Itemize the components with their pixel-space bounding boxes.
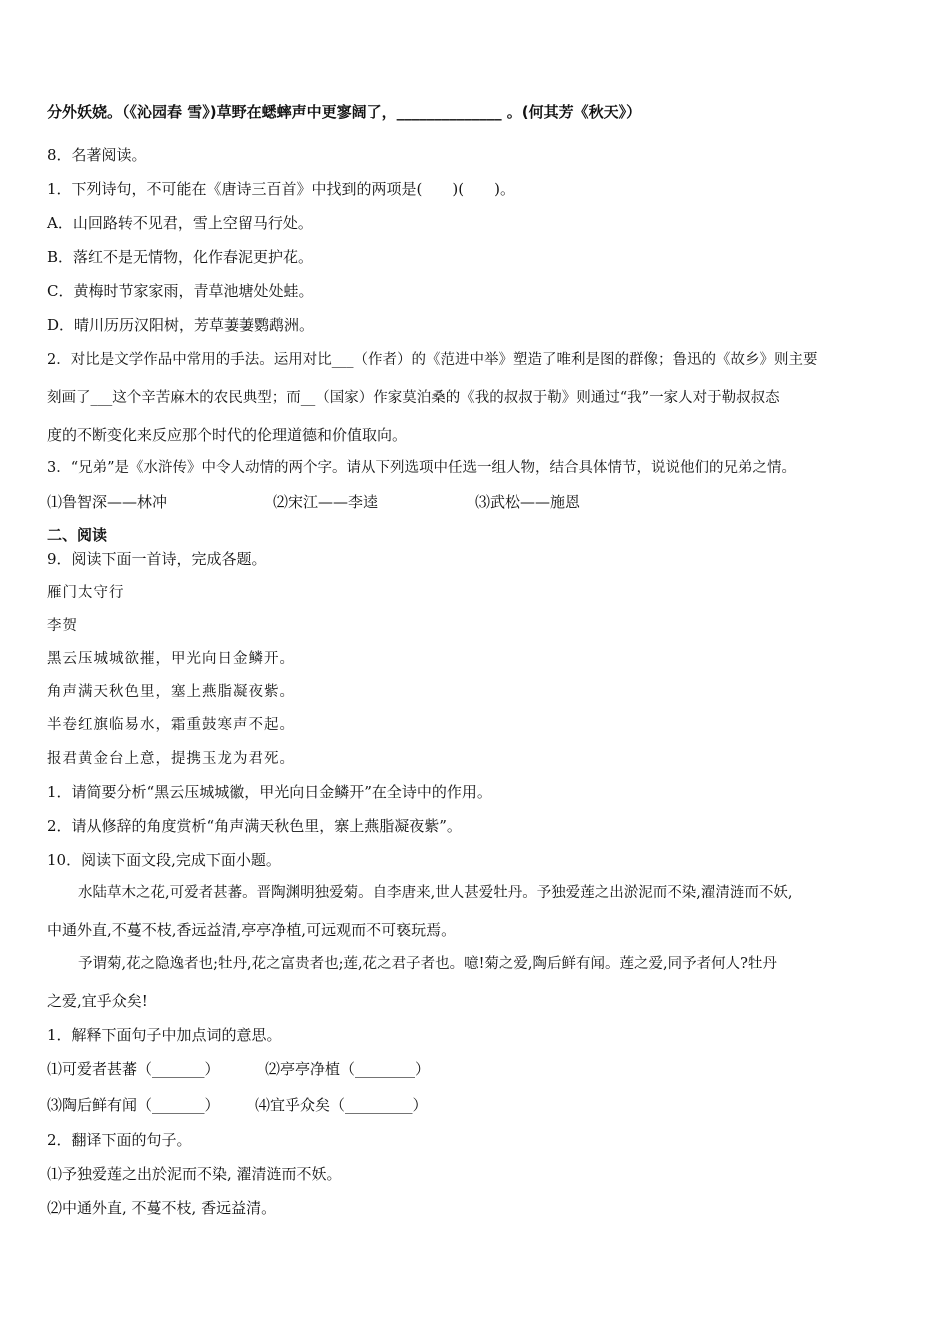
poem-line: 报君黄金台上意，提携玉龙为君死。 [47,751,295,767]
question-8-title: 8．名著阅读。 [47,146,147,164]
option-a: A．山回路转不见君，雪上空留马行处。 [47,214,313,232]
question-10-1: 1．解释下面句子中加点词的意思。 [47,1026,282,1044]
poem-line: 角声满天秋色里，塞上燕脂凝夜紫。 [47,684,295,700]
passage-para1-line1: 水陆草木之花,可爱者甚蕃。晋陶渊明独爱菊。自李唐来,世人甚爱牡丹。予独爱莲之出淤泥而不染,濯清涟而不妖, [78,885,793,901]
word-item-3: ⑶陶后鲜有闻（_______） [47,1096,220,1114]
question-8-1: 1．下列诗句，不可能在《唐诗三百首》中找到的两项是( )( )。 [47,180,515,198]
word-row-1 [47,1059,507,1079]
poem-title: 雁门太守行 [47,585,125,601]
question-8-2-line3: 度的不断变化来反应那个时代的伦理道德和价值取向。 [47,426,408,444]
pair-3: ⑶武松——施恩 [475,493,581,511]
translate-sentence-2: ⑵中通外直, 不蔓不枝, 香远益清。 [47,1199,277,1217]
question-8-3: 3．“兄弟”是《水浒传》中令人动情的两个字。请从下列选项中任选一组人物，结合具体情节，说说他们的兄弟之情。 [47,460,797,476]
question-9-title: 9．阅读下面一首诗，完成各题。 [47,550,267,568]
question-9-2: 2．请从修辞的角度赏析“角声满天秋色里，寨上燕脂凝夜紫”。 [47,817,462,835]
question-10-title: 10．阅读下面文段,完成下面小题。 [47,851,281,869]
option-d: D．晴川历历汉阳树，芳草萋萋鹦鹉洲。 [47,316,315,334]
pair-2: ⑵宋江——李逵 [273,493,379,511]
option-c: C．黄梅时节家家雨，青草池塘处处蛙。 [47,282,314,300]
passage-para2-line1: 予谓菊,花之隐逸者也;牡丹,花之富贵者也;莲,花之君子者也。噫!菊之爱,陶后鲜有闻。莲之爱,同予者何人?牡丹 [78,956,777,972]
poem-line: 黑云压城城欲摧，甲光向日金鳞开。 [47,651,295,667]
word-item-2: ⑵亭亭净植（________） [265,1060,431,1078]
poem-line: 半卷红旗临易水，霜重鼓寒声不起。 [47,717,295,733]
word-item-1: ⑴可爱者甚蕃（_______） [47,1060,220,1078]
section-heading: 二、阅读 [47,526,108,544]
character-pairs [47,492,667,512]
option-b: B．落红不是无情物，化作春泥更护花。 [47,248,314,266]
pair-1: ⑴鲁智深——林冲 [47,493,168,511]
passage-para1-line2: 中通外直,不蔓不枝,香远益清,亭亭净植,可远观而不可亵玩焉。 [47,921,457,939]
translate-sentence-1: ⑴予独爱莲之出於泥而不染, 濯清涟而不妖。 [47,1165,342,1183]
word-row-2 [47,1095,507,1115]
question-9-1: 1．请简要分析“黑云压城城徽，甲光向日金鳞开”在全诗中的作用。 [47,783,492,801]
question-8-2-line2: 刻画了___这个辛苦麻木的农民典型；而__（国家）作家莫泊桑的《我的叔叔于勒》则通过“我”一家人对于勒叔叔态 [47,390,780,406]
fill-blank-line: 分外妖娆。（《沁园春 雪》)草野在蟋蟀声中更寥阔了，______________ 。(何其芳《秋天》） [47,103,642,121]
question-10-2: 2．翻译下面的句子。 [47,1131,192,1149]
poem-author: 李贺 [47,618,78,634]
word-item-4: ⑷宜乎众矣（_________） [255,1096,428,1114]
passage-para2-line2: 之爱,宜乎众矣! [47,992,148,1010]
question-8-2-line1: 2．对比是文学作品中常用的手法。运用对比___（作者）的《范进中举》塑造了唯利是图的群像；鲁迅的《故乡》则主要 [47,352,818,368]
